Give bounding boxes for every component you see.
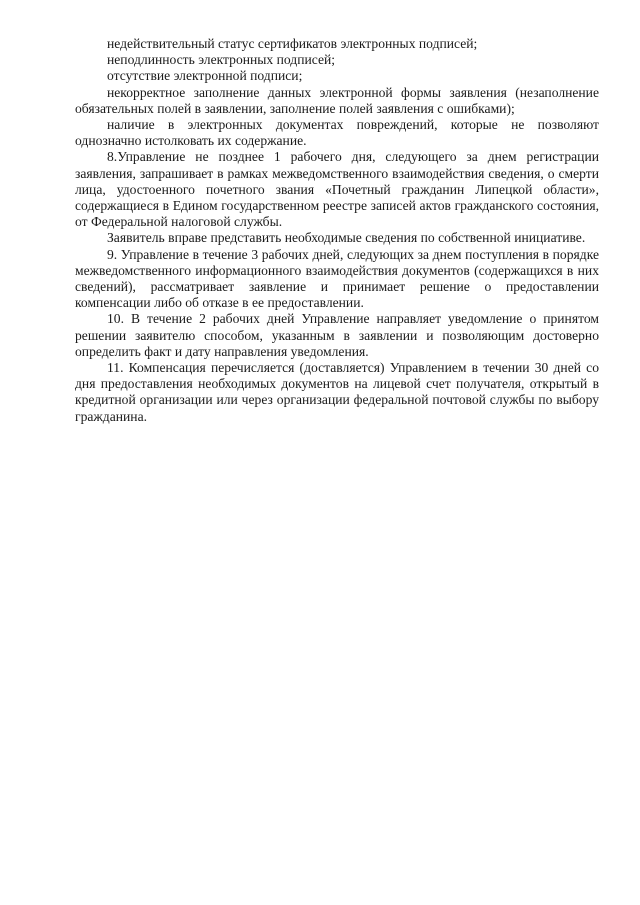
paragraph-incorrect-form-filling: некорректное заполнение данных электронной формы заявления (незаполнение обязательных полей в заявлении, заполнение полей заявления с ошибками); bbox=[75, 84, 599, 116]
paragraph-clause-11: 11. Компенсация перечисляется (доставляется) Управлением в течении 30 дней со дня предоставления необходимых документов на лицевой счет получателя, открытый в кредитной организации или через организации федеральной почтовой службы по выбору гражданина. bbox=[75, 360, 599, 424]
paragraph-clause-10: 10. В течение 2 рабочих дней Управление направляет уведомление о принятом решении заявителю способом, указанным в заявлении и позволяющим достоверно определить факт и дату направления уведомления. bbox=[75, 311, 599, 359]
paragraph-damaged-documents: наличие в электронных документах повреждений, которые не позволяют однозначно истолковать их содержание. bbox=[75, 117, 599, 149]
paragraph-clause-9: 9. Управление в течение 3 рабочих дней, следующих за днем поступления в порядке межведомственного информационного взаимодействия документов (содержащихся в них сведений), рассматривает заявление и принимает решение о предоставлении компенсации либо об отказе в ее предоставлении. bbox=[75, 246, 599, 311]
paragraph-clause-8: 8.Управление не позднее 1 рабочего дня, следующего за днем регистрации заявления, запрашивает в рамках межведомственного взаимодействия сведения, о смерти лица, удостоенного почетного звания «Почетный гражданин Липецкой области», содержащиеся в Едином государственном реестре записей актов гражданского состояния, от Федеральной налоговой службы. bbox=[75, 149, 599, 230]
document-page bbox=[75, 36, 599, 425]
paragraph-no-signature: отсутствие электронной подписи; bbox=[107, 68, 303, 84]
paragraph-applicant-initiative: Заявитель вправе представить необходимые сведения по собственной инициативе. bbox=[107, 230, 586, 246]
paragraph-signature-not-authentic: неподлинность электронных подписей; bbox=[107, 52, 336, 68]
paragraph-invalid-certificate-status: недействительный статус сертификатов электронных подписей; bbox=[107, 36, 478, 51]
